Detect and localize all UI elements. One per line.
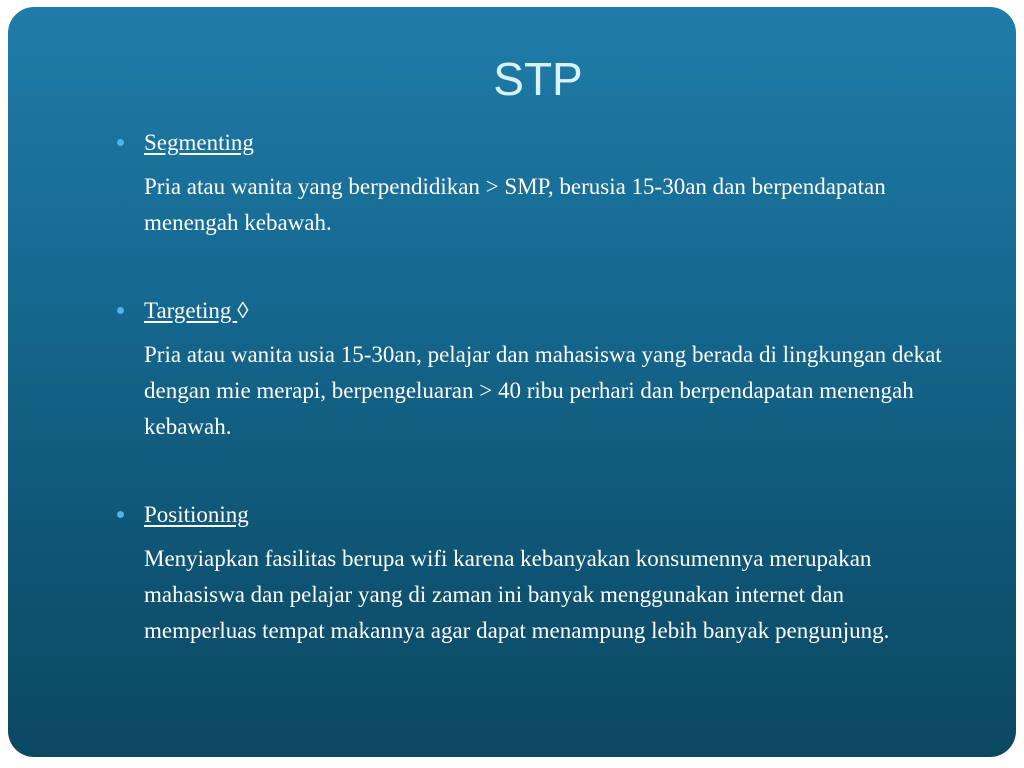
section-body: Pria atau wanita usia 15-30an, pelajar dan mahasiswa yang berada di lingkungan dekat dengan mie merapi, berpengeluaran > 40 ribu perhari dan berpendapatan menengah kebawah. (144, 342, 942, 439)
slide-title: STP (493, 53, 583, 105)
diamond-icon: ◊ (237, 298, 249, 323)
section-targeting (114, 293, 944, 445)
section-body: Pria atau wanita yang berpendidikan > SMP, berusia 15-30an dan berpendapatan menengah kebawah. (144, 174, 886, 235)
section-heading-row (114, 293, 944, 329)
section-body: Menyiapkan fasilitas berupa wifi karena kebanyakan konsumennya merupakan mahasiswa dan pelajar yang di zaman ini banyak menggunakan internet dan memperluas tempat makannya agar dapat menampung lebih banyak pengunjung. (144, 546, 890, 643)
section-heading-row (114, 125, 944, 161)
section-heading: Targeting (144, 298, 238, 323)
section-positioning (114, 497, 944, 649)
section-heading-row (114, 497, 944, 533)
bullet-dot-icon (117, 307, 124, 314)
section-segmenting (114, 125, 944, 241)
slide (8, 7, 1016, 757)
slide-content (114, 125, 944, 701)
bullet-dot-icon (117, 511, 124, 518)
section-heading: Positioning (144, 502, 249, 527)
bullet-dot-icon (117, 139, 124, 146)
section-heading: Segmenting (144, 130, 254, 155)
